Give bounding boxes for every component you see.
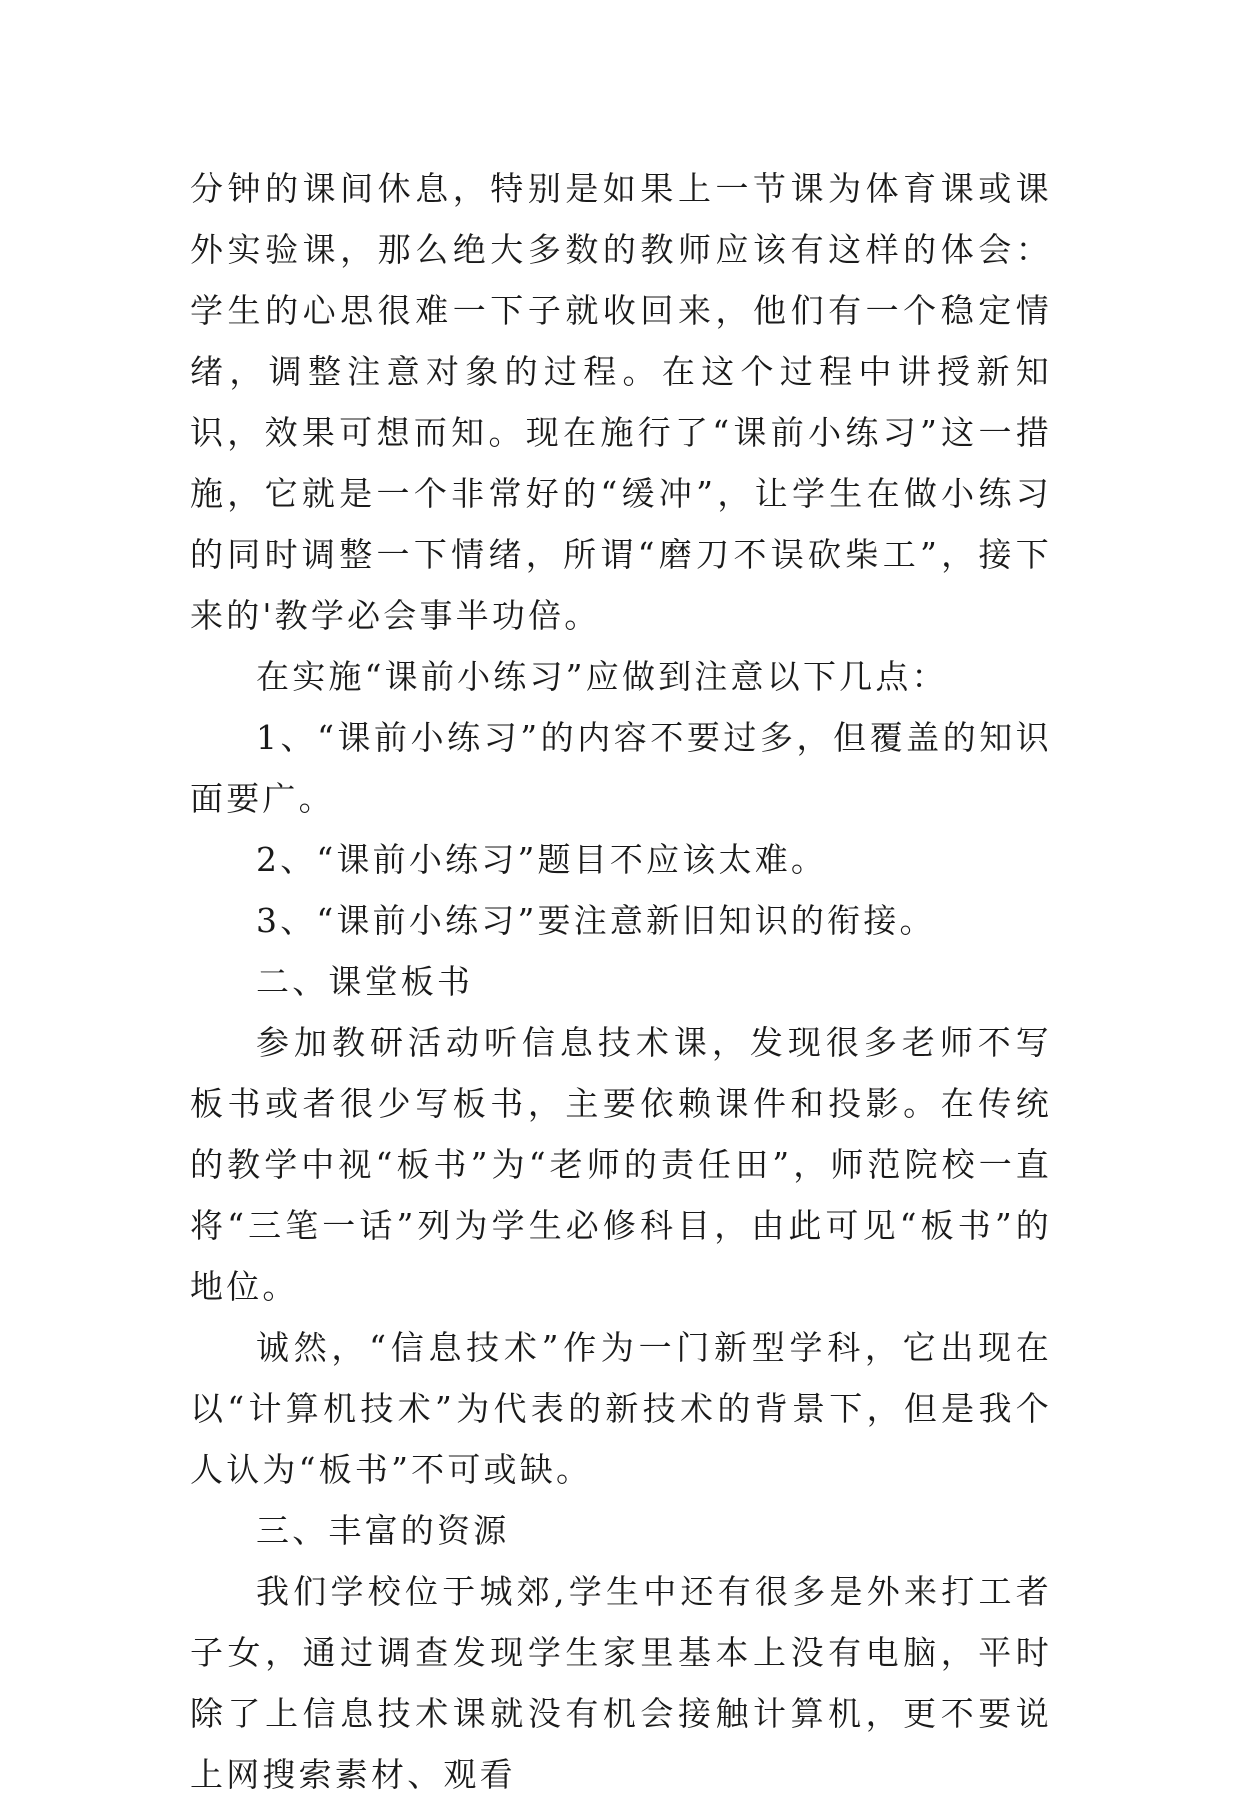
paragraph-intro-points: 在实施“课前小练习”应做到注意以下几点： [256,657,948,696]
list-item-3: 3、“课前小练习”要注意新旧知识的衔接。 [256,901,936,940]
document-body [190,158,1052,1805]
section-heading-2: 二、课堂板书 [256,962,474,1001]
paragraph-resources: 我们学校位于城郊,学生中还有很多是外来打工者子女，通过调查发现学生家里基本上没有电脑，平时除了上信息技术课就没有机会接触计算机，更不要说上网搜索素材、观看 [190,1572,1052,1794]
paragraph-it-course: 诚然，“信息技术”作为一门新型学科，它出现在以“计算机技术”为代表的新技术的背景下，但是我个人认为“板书”不可或缺。 [190,1328,1052,1489]
list-item-2: 2、“课前小练习”题目不应该太难。 [256,840,828,879]
paragraph-continuation: 分钟的课间休息，特别是如果上一节课为体育课或课外实验课，那么绝大多数的教师应该有这样的体会：学生的心思很难一下子就收回来，他们有一个稳定情绪，调整注意对象的过程。在这个过程中讲授新知识，效果可想而知。现在施行了“课前小练习”这一措施，它就是一个非常好的“缓冲”，让学生在做小练习的同时调整一下情绪，所谓“磨刀不误砍柴工”，接下来的'教学必会事半功倍。 [190,169,1052,635]
list-item-1: 1、“课前小练习”的内容不要过多，但覆盖的知识面要广。 [190,718,1052,818]
section-heading-3: 三、丰富的资源 [256,1511,510,1550]
paragraph-blackboard: 参加教研活动听信息技术课，发现很多老师不写板书或者很少写板书，主要依赖课件和投影。在传统的教学中视“板书”为“老师的责任田”，师范院校一直将“三笔一话”列为学生必修科目，由此可见“板书”的地位。 [190,1023,1052,1306]
